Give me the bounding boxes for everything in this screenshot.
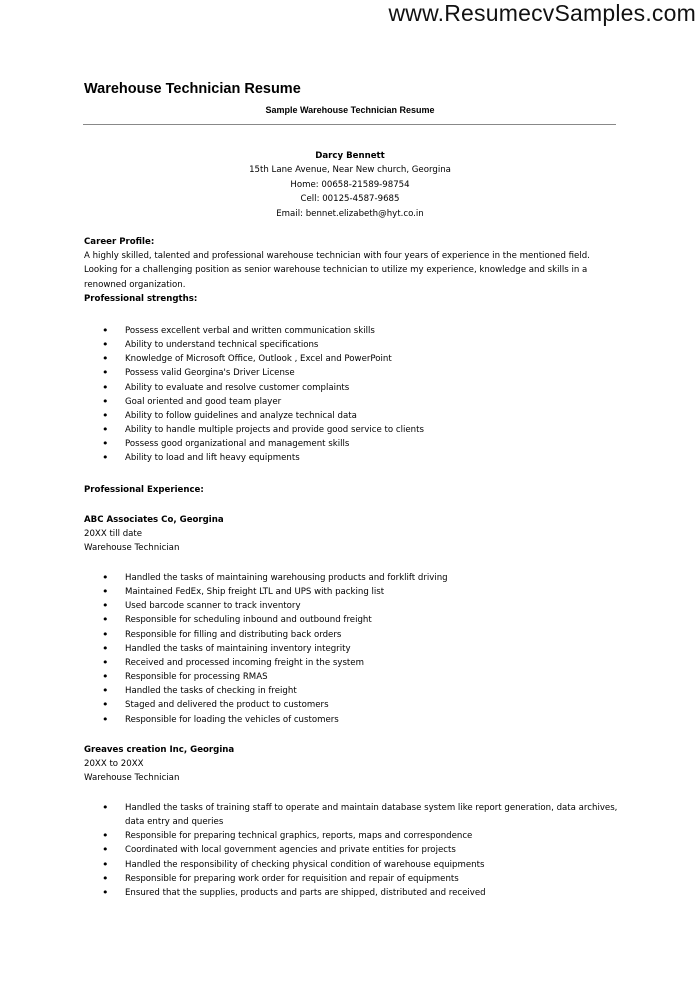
list-item: • Possess valid Georgina's Driver License (0, 366, 700, 380)
career-profile-section (84, 235, 614, 292)
list-item: • Ability to evaluate and resolve customer complaints (0, 381, 700, 395)
list-item: • Responsible for preparing work order for requisition and repair of equipments (0, 872, 700, 886)
job-2-company: Greaves creation Inc, Georgina (84, 745, 235, 755)
list-item: • Knowledge of Microsoft Office, Outlook , Excel and PowerPoint (0, 352, 700, 366)
list-item: • Possess good organizational and management skills (0, 437, 700, 451)
job-2-dates: 20XX to 20XX (84, 759, 144, 770)
list-item: • Coordinated with local government agencies and private entities for projects (0, 843, 700, 857)
list-item: • Handled the tasks of training staff to operate and maintain database system like report generation, data archives, data entry and queries (0, 801, 700, 829)
contact-email: Email: bennet.elizabeth@hyt.co.in (276, 208, 424, 219)
list-item: • Ability to follow guidelines and analyze technical data (0, 409, 700, 423)
job-2-duties-list (0, 801, 700, 900)
page-subtitle: Sample Warehouse Technician Resume (265, 105, 435, 115)
strengths-list (0, 324, 700, 466)
contact-home: Home: 00658-21589-98754 (290, 179, 410, 190)
site-url: www.ResumecvSamples.com (388, 0, 696, 26)
job-1-dates: 20XX till date (84, 529, 143, 540)
job-2-role: Warehouse Technician (84, 773, 180, 784)
contact-cell: Cell: 00125-4587-9685 (300, 194, 400, 205)
list-item: • Possess excellent verbal and written communication skills (0, 324, 700, 338)
list-item: • Staged and delivered the product to customers (0, 698, 700, 712)
list-item: • Ability to load and lift heavy equipments (0, 451, 700, 465)
contact-address: 15th Lane Avenue, Near New church, Georgina (249, 165, 451, 176)
list-item: • Maintained FedEx, Ship freight LTL and UPS with packing list (0, 585, 700, 599)
job-1-company: ABC Associates Co, Georgina (84, 515, 224, 525)
list-item: • Goal oriented and good team player (0, 395, 700, 409)
strengths-heading: Professional strengths: (84, 294, 198, 304)
list-item: • Ability to handle multiple projects and provide good service to clients (0, 423, 700, 437)
page-title: Warehouse Technician Resume (84, 81, 301, 97)
list-item: • Responsible for processing RMAS (0, 670, 700, 684)
job-1-header (84, 513, 614, 556)
experience-heading: Professional Experience: (84, 485, 204, 495)
divider (83, 124, 616, 125)
job-1-role: Warehouse Technician (84, 543, 180, 554)
list-item: • Handled the tasks of checking in freight (0, 684, 700, 698)
list-item: • Ensured that the supplies, products and parts are shipped, distributed and received (0, 886, 700, 900)
career-profile-text: A highly skilled, talented and professional warehouse technician with four years of experience in the mentioned field. Looking for a challenging position as senior warehouse technician to utilize my experience, knowledge and skills in a renowned organization. (84, 251, 590, 290)
contact-name: Darcy Bennett (315, 151, 385, 161)
contact-block (0, 149, 700, 221)
list-item: • Received and processed incoming freight in the system (0, 656, 700, 670)
job-2-header (84, 743, 614, 786)
list-item: • Handled the responsibility of checking physical condition of warehouse equipments (0, 858, 700, 872)
list-item: • Responsible for loading the vehicles of customers (0, 713, 700, 727)
list-item: • Used barcode scanner to track inventory (0, 599, 700, 613)
job-1-duties-list (0, 571, 700, 727)
career-profile-heading: Career Profile: (84, 237, 155, 247)
list-item: • Handled the tasks of maintaining inventory integrity (0, 642, 700, 656)
list-item: • Handled the tasks of maintaining warehousing products and forklift driving (0, 571, 700, 585)
list-item: • Ability to understand technical specifications (0, 338, 700, 352)
list-item: • Responsible for scheduling inbound and outbound freight (0, 613, 700, 627)
list-item: • Responsible for preparing technical graphics, reports, maps and correspondence (0, 829, 700, 843)
list-item: • Responsible for filling and distributing back orders (0, 628, 700, 642)
